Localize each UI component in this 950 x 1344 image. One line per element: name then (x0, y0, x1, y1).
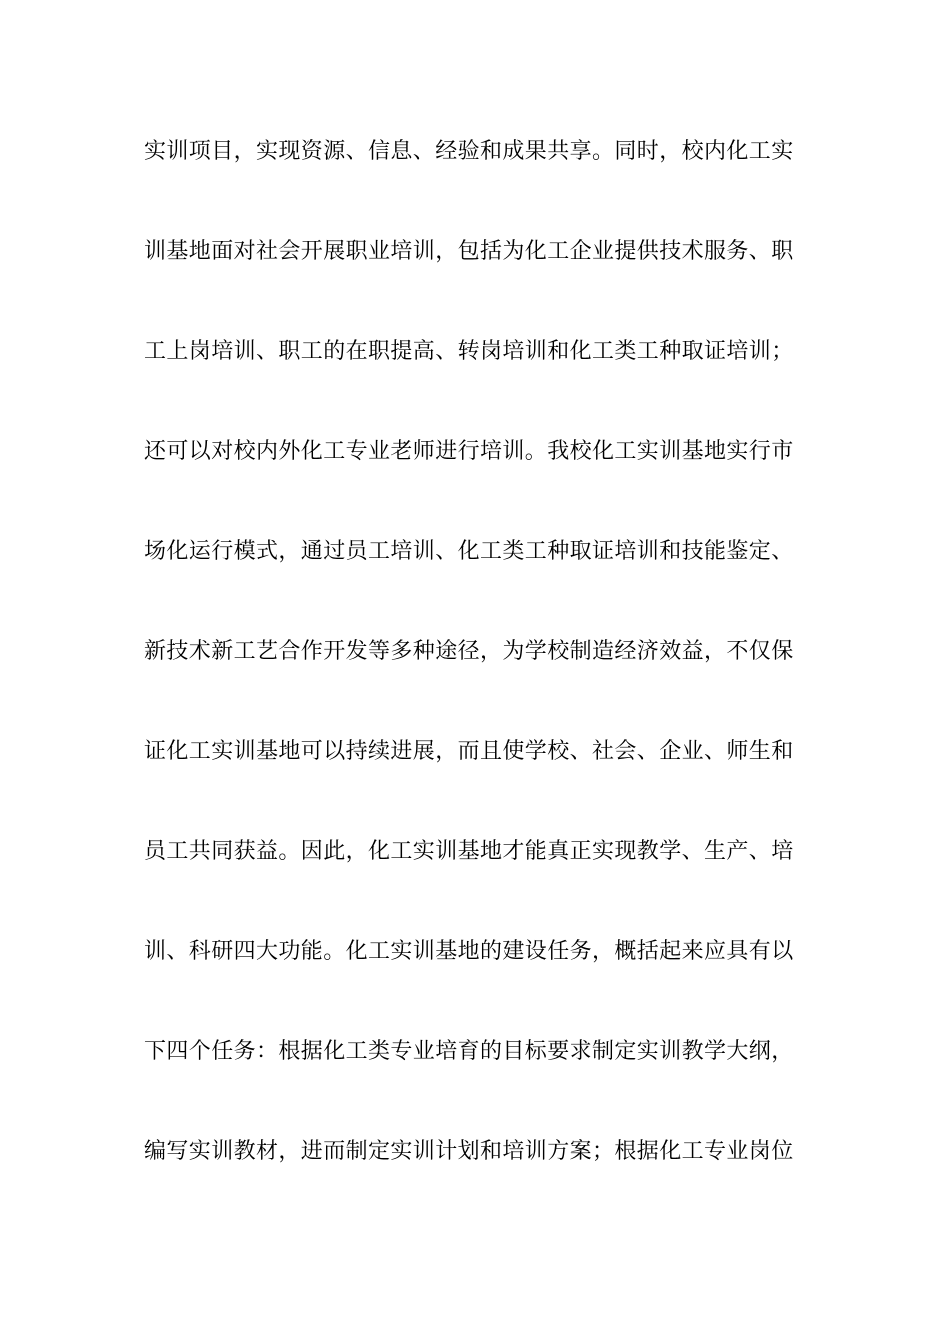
body-text (144, 132, 814, 1232)
text-line: 还可以对校内外化工专业老师进行培训。我校化工实训基地实行市 (144, 439, 794, 464)
text-line: 场化运行模式，通过员工培训、化工类工种取证培训和技能鉴定、 (144, 539, 794, 564)
text-line: 新技术新工艺合作开发等多种途径，为学校制造经济效益，不仅保 (144, 639, 794, 664)
text-line: 编写实训教材，进而制定实训计划和培训方案；根据化工专业岗位 (144, 1139, 794, 1164)
text-line: 员工共同获益。因此，化工实训基地才能真正实现教学、生产、培 (144, 839, 794, 864)
text-line: 证化工实训基地可以持续进展，而且使学校、社会、企业、师生和 (144, 739, 794, 764)
text-line: 训、科研四大功能。化工实训基地的建设任务，概括起来应具有以 (144, 939, 794, 964)
text-line: 工上岗培训、职工的在职提高、转岗培训和化工类工种取证培训； (144, 339, 794, 364)
text-line: 实训项目，实现资源、信息、经验和成果共享。同时，校内化工实 (144, 139, 794, 164)
text-line: 下四个任务：根据化工类专业培育的目标要求制定实训教学大纲， (144, 1039, 794, 1064)
text-line: 训基地面对社会开展职业培训，包括为化工企业提供技术服务、职 (144, 239, 794, 264)
